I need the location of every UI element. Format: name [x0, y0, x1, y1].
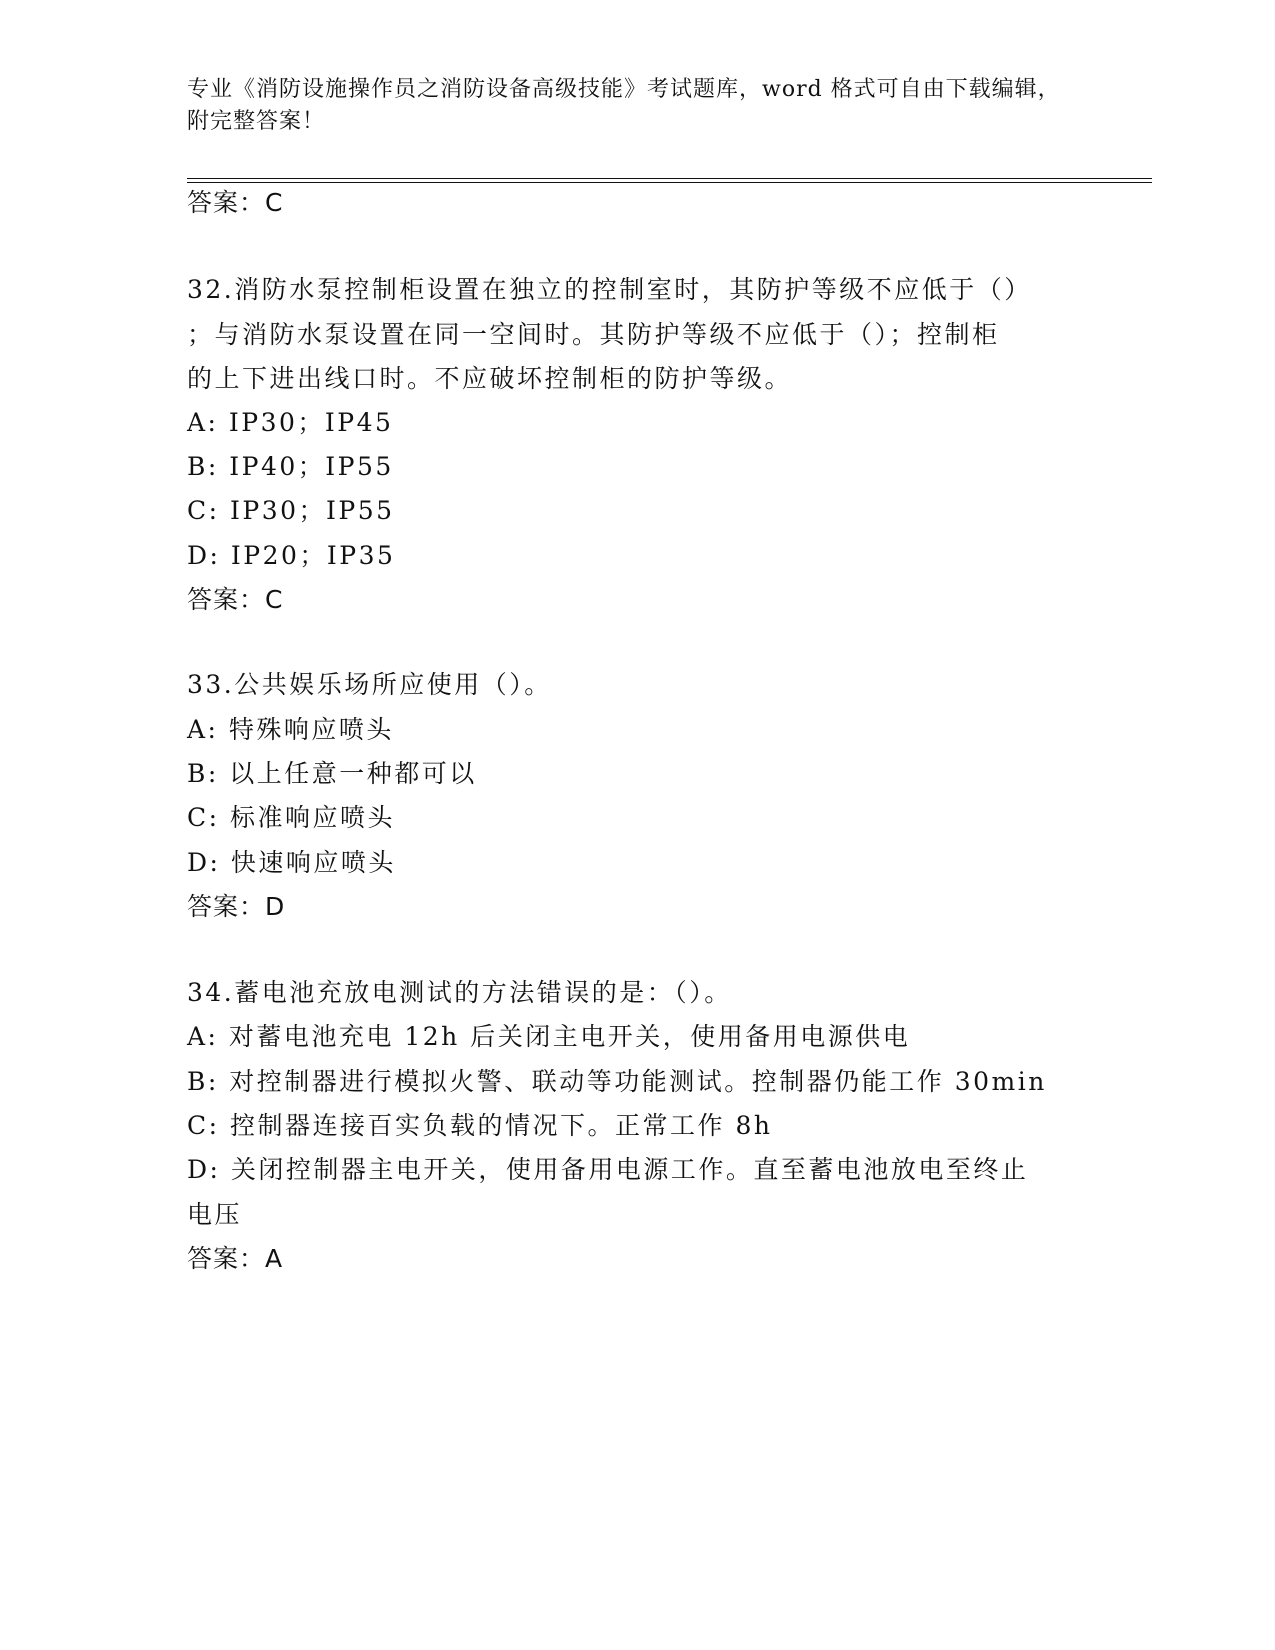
question-34-answer: 答案：A — [187, 1244, 284, 1273]
question-34-option-a: A: 对蓄电池充电 12h 后关闭主电开关，使用备用电源供电 — [187, 1022, 911, 1051]
question-34-option-c: C: 控制器连接百实负载的情况下。正常工作 8h — [187, 1111, 773, 1140]
question-34-option-d-line-2: 电压 — [187, 1200, 243, 1229]
question-33-option-b: B: 以上任意一种都可以 — [187, 759, 477, 788]
question-33-answer: 答案：D — [187, 892, 286, 921]
document-header: 专业《消防设施操作员之消防设备高级技能》考试题库，word 格式可自由下载编辑，附完整答案！ — [187, 77, 1061, 134]
question-32-stem-line-2: ；与消防水泵设置在同一空间时。其防护等级不应低于（）；控制柜 — [187, 320, 1000, 349]
answer-31: 答案：C — [187, 188, 284, 217]
question-33-option-a: A: 特殊响应喷头 — [187, 715, 394, 744]
question-33-option-c: C: 标准响应喷头 — [187, 803, 395, 832]
question-32-option-c: C: IP30；IP55 — [187, 496, 395, 525]
question-34-stem: 34.蓄电池充放电测试的方法错误的是：（）。 — [187, 978, 732, 1007]
header-divider-bottom — [187, 182, 1152, 183]
question-34-option-b: B: 对控制器进行模拟火警、联动等功能测试。控制器仍能工作 30min — [187, 1067, 1047, 1096]
header-divider-top — [187, 178, 1152, 179]
question-32-option-d: D: IP20；IP35 — [187, 541, 396, 570]
question-33-stem: 33.公共娱乐场所应使用（）。 — [187, 670, 552, 699]
question-32-answer: 答案：C — [187, 585, 284, 614]
question-33-option-d: D: 快速响应喷头 — [187, 848, 396, 877]
question-32-stem-line-3: 的上下进出线口时。不应破坏控制柜的防护等级。 — [187, 364, 793, 393]
question-34-option-d-line-1: D: 关闭控制器主电开关，使用备用电源工作。直至蓄电池放电至终止 — [187, 1155, 1029, 1184]
question-32-stem-line-1: 32.消防水泵控制柜设置在独立的控制室时，其防护等级不应低于（） — [187, 275, 1032, 304]
question-32-option-b: B: IP40；IP55 — [187, 452, 394, 481]
question-32-option-a: A: IP30；IP45 — [187, 408, 394, 437]
